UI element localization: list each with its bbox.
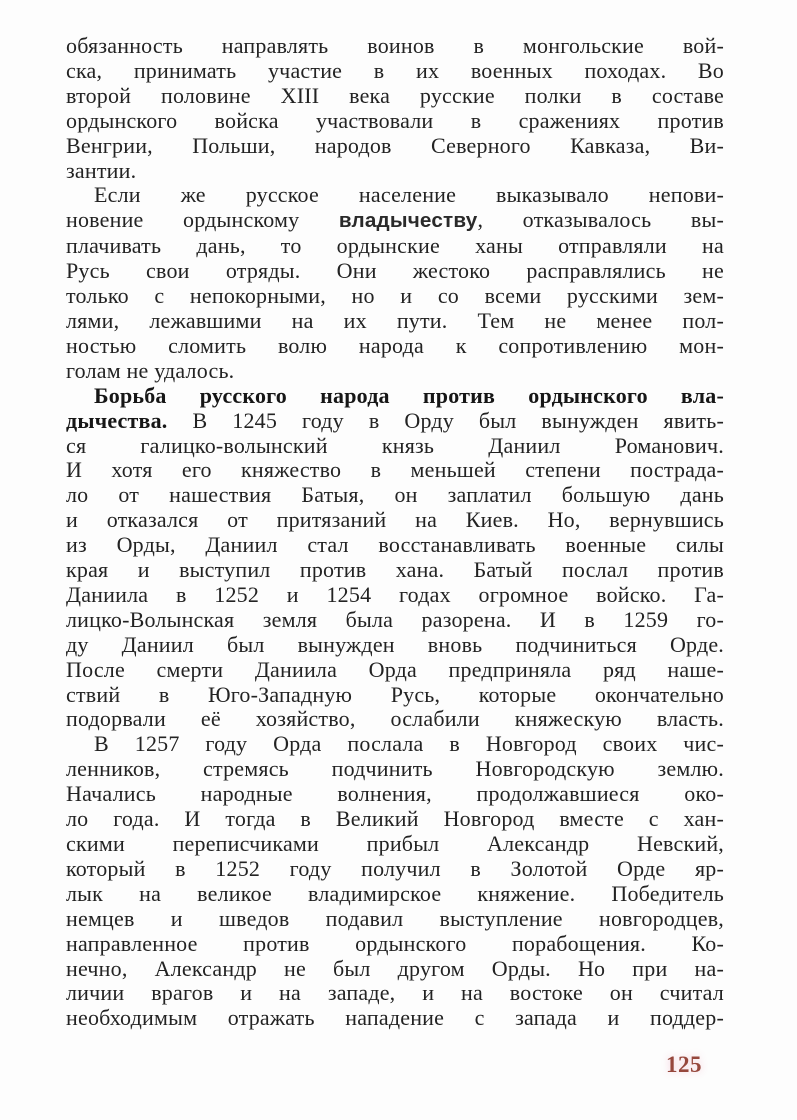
text-line: подорвали её хозяйство, ослабили княжескую власть. bbox=[66, 706, 724, 732]
text-line: ло от нашествия Батыя, он заплатил большую дань bbox=[66, 482, 724, 508]
text-line: После смерти Даниила Орда предприняла ряд наше- bbox=[66, 656, 724, 682]
text-line: из Орды, Даниил стал восстанавливать военные силы bbox=[66, 532, 724, 558]
text-line: зантии. bbox=[66, 157, 137, 183]
paragraph bbox=[66, 34, 724, 183]
highlighted-term: владычеству bbox=[338, 209, 478, 233]
text-line: Венгрии, Польши, народов Северного Кавказа, Ви- bbox=[66, 132, 724, 158]
text-line: плачивать дань, то ордынские ханы отправляли на bbox=[66, 233, 724, 259]
text-line: Начались народные волнения, продолжавшиеся око- bbox=[66, 781, 724, 807]
text-line: И хотя его княжество в меньшей степени пострада- bbox=[66, 457, 724, 483]
text-line: ствий в Юго-Западную Русь, которые окончательно bbox=[66, 681, 724, 707]
text-line: второй половине XIII века русские полки в составе bbox=[66, 82, 724, 108]
text-line: только с непокорными, но и со всеми русскими зем- bbox=[66, 283, 724, 309]
text-line: новение ордынскому владычеству, отказывалось вы- bbox=[66, 207, 724, 233]
text-line: ло года. И тогда в Великий Новгород вместе с хан- bbox=[66, 806, 724, 832]
text-line: ностью сломить волю народа к сопротивлению мон- bbox=[66, 332, 724, 358]
text-line: лык на великое владимирское княжение. Победитель bbox=[66, 880, 724, 906]
text-line: скими переписчиками прибыл Александр Невский, bbox=[66, 831, 724, 856]
text-line: лями, лежавшими на их пути. Тем не менее пол- bbox=[66, 307, 724, 333]
text-line: Русь свои отряды. Они жестоко расправлялись не bbox=[66, 258, 724, 284]
text-line: лицко-Волынская земля была разорена. И в 1259 го- bbox=[66, 606, 724, 632]
text-line: личии врагов и на западе, и на востоке он считал bbox=[66, 980, 724, 1006]
paragraph bbox=[66, 183, 724, 383]
text-line: нечно, Александр не был другом Орды. Но при на- bbox=[66, 955, 724, 981]
text-line: голам не удалось. bbox=[66, 357, 235, 383]
topic-heading: Борьба русского народа против ордынского вла- bbox=[94, 382, 724, 408]
text-line: немцев и шведов подавил выступление новгородцев, bbox=[66, 905, 724, 931]
text-line: ска, принимать участие в их военных походах. Во bbox=[66, 57, 724, 83]
page-number: 125 bbox=[666, 1052, 702, 1077]
text-line: обязанность направлять воинов в монгольские вой- bbox=[66, 33, 724, 58]
text-line: и отказался от притязаний на Киев. Но, вернувшись bbox=[66, 507, 724, 533]
text-line: который в 1252 году получил в Золотой Орде яр- bbox=[66, 855, 724, 881]
text-line: края и выступил против хана. Батый послал против bbox=[66, 557, 724, 583]
text-line: ордынского войска участвовали в сражениях против bbox=[66, 107, 724, 133]
text-line: В 1257 году Орда послала в Новгород своих чис- bbox=[94, 731, 724, 757]
text-line: направленное против ордынского порабощения. Ко- bbox=[66, 930, 724, 956]
topic-heading: дычества. bbox=[66, 407, 168, 433]
paragraph bbox=[66, 384, 724, 733]
text-line: Если же русское население выказывало непови- bbox=[94, 182, 724, 208]
text-line: дычества. В 1245 году в Орду был вынужден явить- bbox=[66, 407, 724, 433]
text-line: ся галицко-волынский князь Даниил Романович. bbox=[66, 432, 724, 458]
text-line: ленников, стремясь подчинить Новгородскую землю. bbox=[66, 756, 724, 782]
text-line bbox=[66, 384, 724, 409]
text-line: Даниила в 1252 и 1254 годах огромное войско. Га- bbox=[66, 581, 724, 607]
text-line: необходимым отражать нападение с запада и поддер- bbox=[66, 1005, 724, 1031]
paragraph bbox=[66, 732, 724, 1031]
text-column bbox=[66, 34, 724, 1031]
text-line: ду Даниил был вынужден вновь подчиниться Орде. bbox=[66, 631, 724, 657]
